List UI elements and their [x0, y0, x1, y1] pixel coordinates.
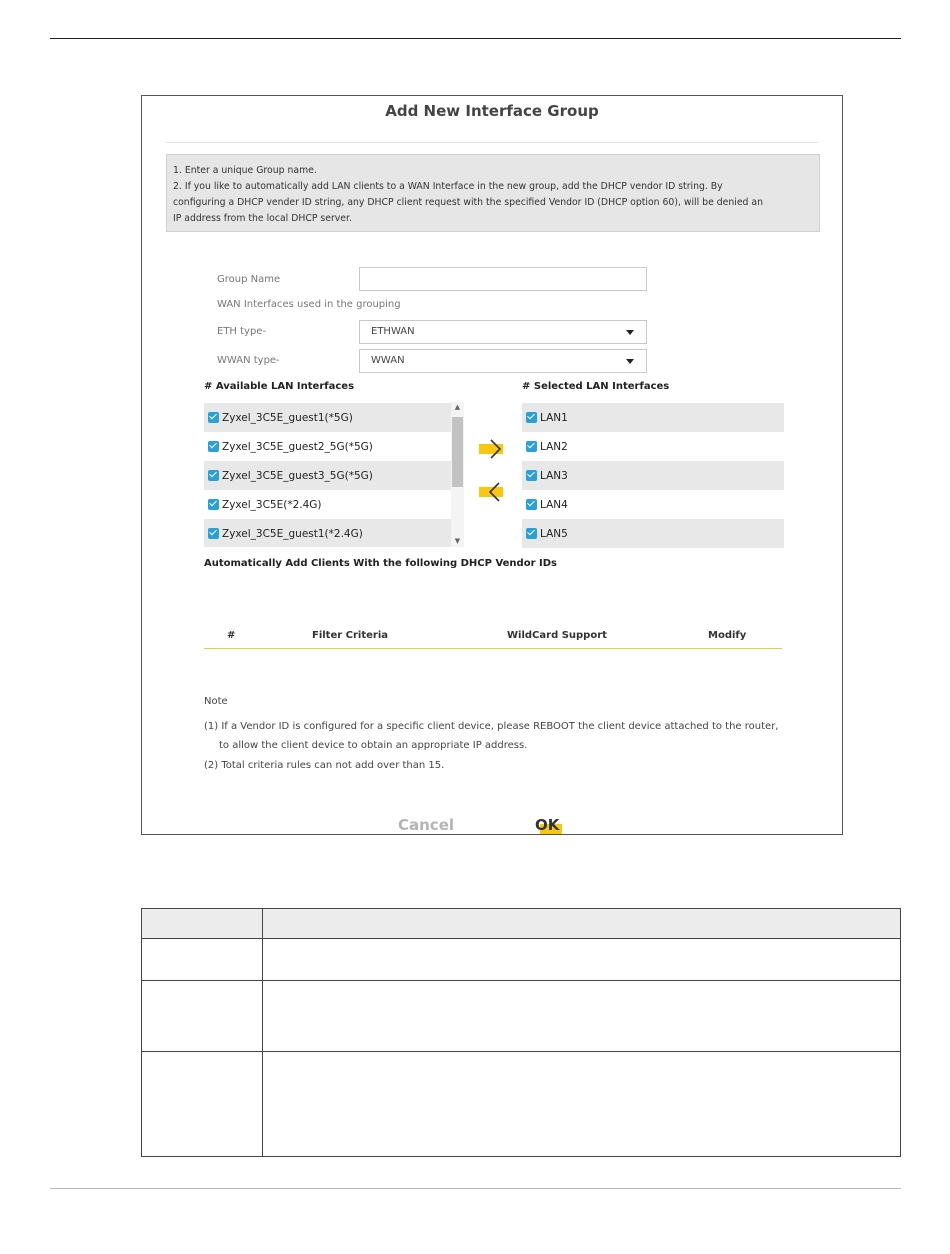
- checkbox-checked-icon[interactable]: [208, 499, 219, 510]
- table-row: [142, 981, 901, 1052]
- wwan-type-select[interactable]: [359, 349, 647, 373]
- info-line: 2. If you like to automatically add LAN clients to a WAN Interface in the new group, add the DHCP vendor ID string. By: [173, 181, 723, 192]
- note-line: (2) Total criteria rules can not add over than 15.: [204, 760, 445, 771]
- selected-lan-list: [522, 402, 784, 547]
- table-header-cell: [142, 909, 263, 939]
- checkbox-checked-icon[interactable]: [208, 441, 219, 452]
- chevron-right-icon: [479, 438, 509, 460]
- ok-button[interactable]: OK: [535, 816, 560, 834]
- list-item[interactable]: [522, 403, 784, 432]
- checkbox-checked-icon[interactable]: [526, 412, 537, 423]
- group-name-input[interactable]: [359, 267, 647, 291]
- list-item-label: Zyxel_3C5E_guest1(*2.4G): [222, 527, 363, 540]
- info-box: [166, 154, 820, 232]
- add-interface-group-dialog: [141, 95, 843, 835]
- list-item[interactable]: [522, 519, 784, 548]
- chevron-down-icon: [626, 359, 634, 364]
- table-header-divider: [204, 648, 782, 649]
- table-header-filter-criteria: Filter Criteria: [312, 630, 389, 641]
- chevron-down-icon: [626, 330, 634, 335]
- table-header-wildcard-support: WildCard Support: [507, 630, 607, 641]
- available-lan-heading: # Available LAN Interfaces: [204, 381, 355, 392]
- list-item[interactable]: [204, 403, 451, 432]
- table-header-modify: Modify: [708, 630, 747, 641]
- table-cell: [142, 1052, 263, 1157]
- wwan-type-value: WWAN: [371, 355, 405, 366]
- table-cell: [263, 981, 901, 1052]
- table-cell: [263, 1052, 901, 1157]
- scroll-down-icon[interactable]: ▼: [454, 537, 461, 545]
- wwan-type-label: WWAN type-: [217, 355, 280, 366]
- eth-type-value: ETHWAN: [371, 326, 415, 337]
- selected-lan-heading: # Selected LAN Interfaces: [522, 381, 670, 392]
- page-top-rule: [50, 38, 901, 39]
- table-row: [142, 1052, 901, 1157]
- dialog-title: Add New Interface Group: [385, 102, 599, 120]
- vendor-id-heading: Automatically Add Clients With the following DHCP Vendor IDs: [204, 558, 557, 569]
- list-item[interactable]: [204, 432, 451, 461]
- group-name-label: Group Name: [217, 274, 281, 285]
- table-cell: [263, 939, 901, 981]
- info-line: configuring a DHCP vender ID string, any DHCP client request with the specified Vendor ID (DHCP option 60), will be denied an: [173, 197, 764, 208]
- list-item[interactable]: [204, 461, 451, 490]
- title-divider: [166, 142, 818, 143]
- info-line: IP address from the local DHCP server.: [173, 213, 352, 224]
- description-table: [141, 908, 901, 1157]
- chevron-left-icon: [479, 481, 509, 503]
- note-title: Note: [204, 696, 228, 707]
- table-header-cell: [263, 909, 901, 939]
- scrollbar-thumb[interactable]: [452, 417, 463, 487]
- table-header-index: #: [227, 630, 236, 641]
- cancel-button[interactable]: Cancel: [398, 816, 455, 834]
- available-lan-list: [204, 402, 464, 547]
- list-item[interactable]: [204, 490, 451, 519]
- eth-type-label: ETH type-: [217, 326, 267, 337]
- move-right-button[interactable]: [479, 438, 509, 460]
- info-line: 1. Enter a unique Group name.: [173, 165, 317, 176]
- list-item-label: Zyxel_3C5E(*2.4G): [222, 498, 322, 511]
- checkbox-checked-icon[interactable]: [526, 470, 537, 481]
- checkbox-checked-icon[interactable]: [526, 528, 537, 539]
- list-item-label: LAN5: [540, 527, 568, 540]
- table-row: [142, 939, 901, 981]
- list-item[interactable]: [522, 432, 784, 461]
- wan-interfaces-label: WAN Interfaces used in the grouping: [217, 299, 401, 310]
- list-item-label: Zyxel_3C5E_guest2_5G(*5G): [222, 440, 373, 453]
- list-item[interactable]: [522, 490, 784, 519]
- checkbox-checked-icon[interactable]: [208, 528, 219, 539]
- list-item-label: LAN1: [540, 411, 568, 424]
- page-bottom-rule: [50, 1188, 901, 1189]
- table-cell: [142, 939, 263, 981]
- list-item-label: LAN3: [540, 469, 568, 482]
- table-cell: [142, 981, 263, 1052]
- note-line: (1) If a Vendor ID is configured for a specific client device, please REBOOT the client device attached to the router,: [204, 721, 779, 732]
- table-header-row: [142, 909, 901, 939]
- list-item-label: Zyxel_3C5E_guest1(*5G): [222, 411, 353, 424]
- list-item[interactable]: [204, 519, 451, 547]
- checkbox-checked-icon[interactable]: [526, 441, 537, 452]
- note-line: to allow the client device to obtain an appropriate IP address.: [219, 740, 528, 751]
- checkbox-checked-icon[interactable]: [208, 470, 219, 481]
- checkbox-checked-icon[interactable]: [208, 412, 219, 423]
- list-item-label: Zyxel_3C5E_guest3_5G(*5G): [222, 469, 373, 482]
- eth-type-select[interactable]: [359, 320, 647, 344]
- list-item[interactable]: [522, 461, 784, 490]
- list-item-label: LAN2: [540, 440, 568, 453]
- move-left-button[interactable]: [479, 481, 509, 503]
- checkbox-checked-icon[interactable]: [526, 499, 537, 510]
- list-item-label: LAN4: [540, 498, 568, 511]
- scroll-up-icon[interactable]: ▲: [454, 403, 461, 411]
